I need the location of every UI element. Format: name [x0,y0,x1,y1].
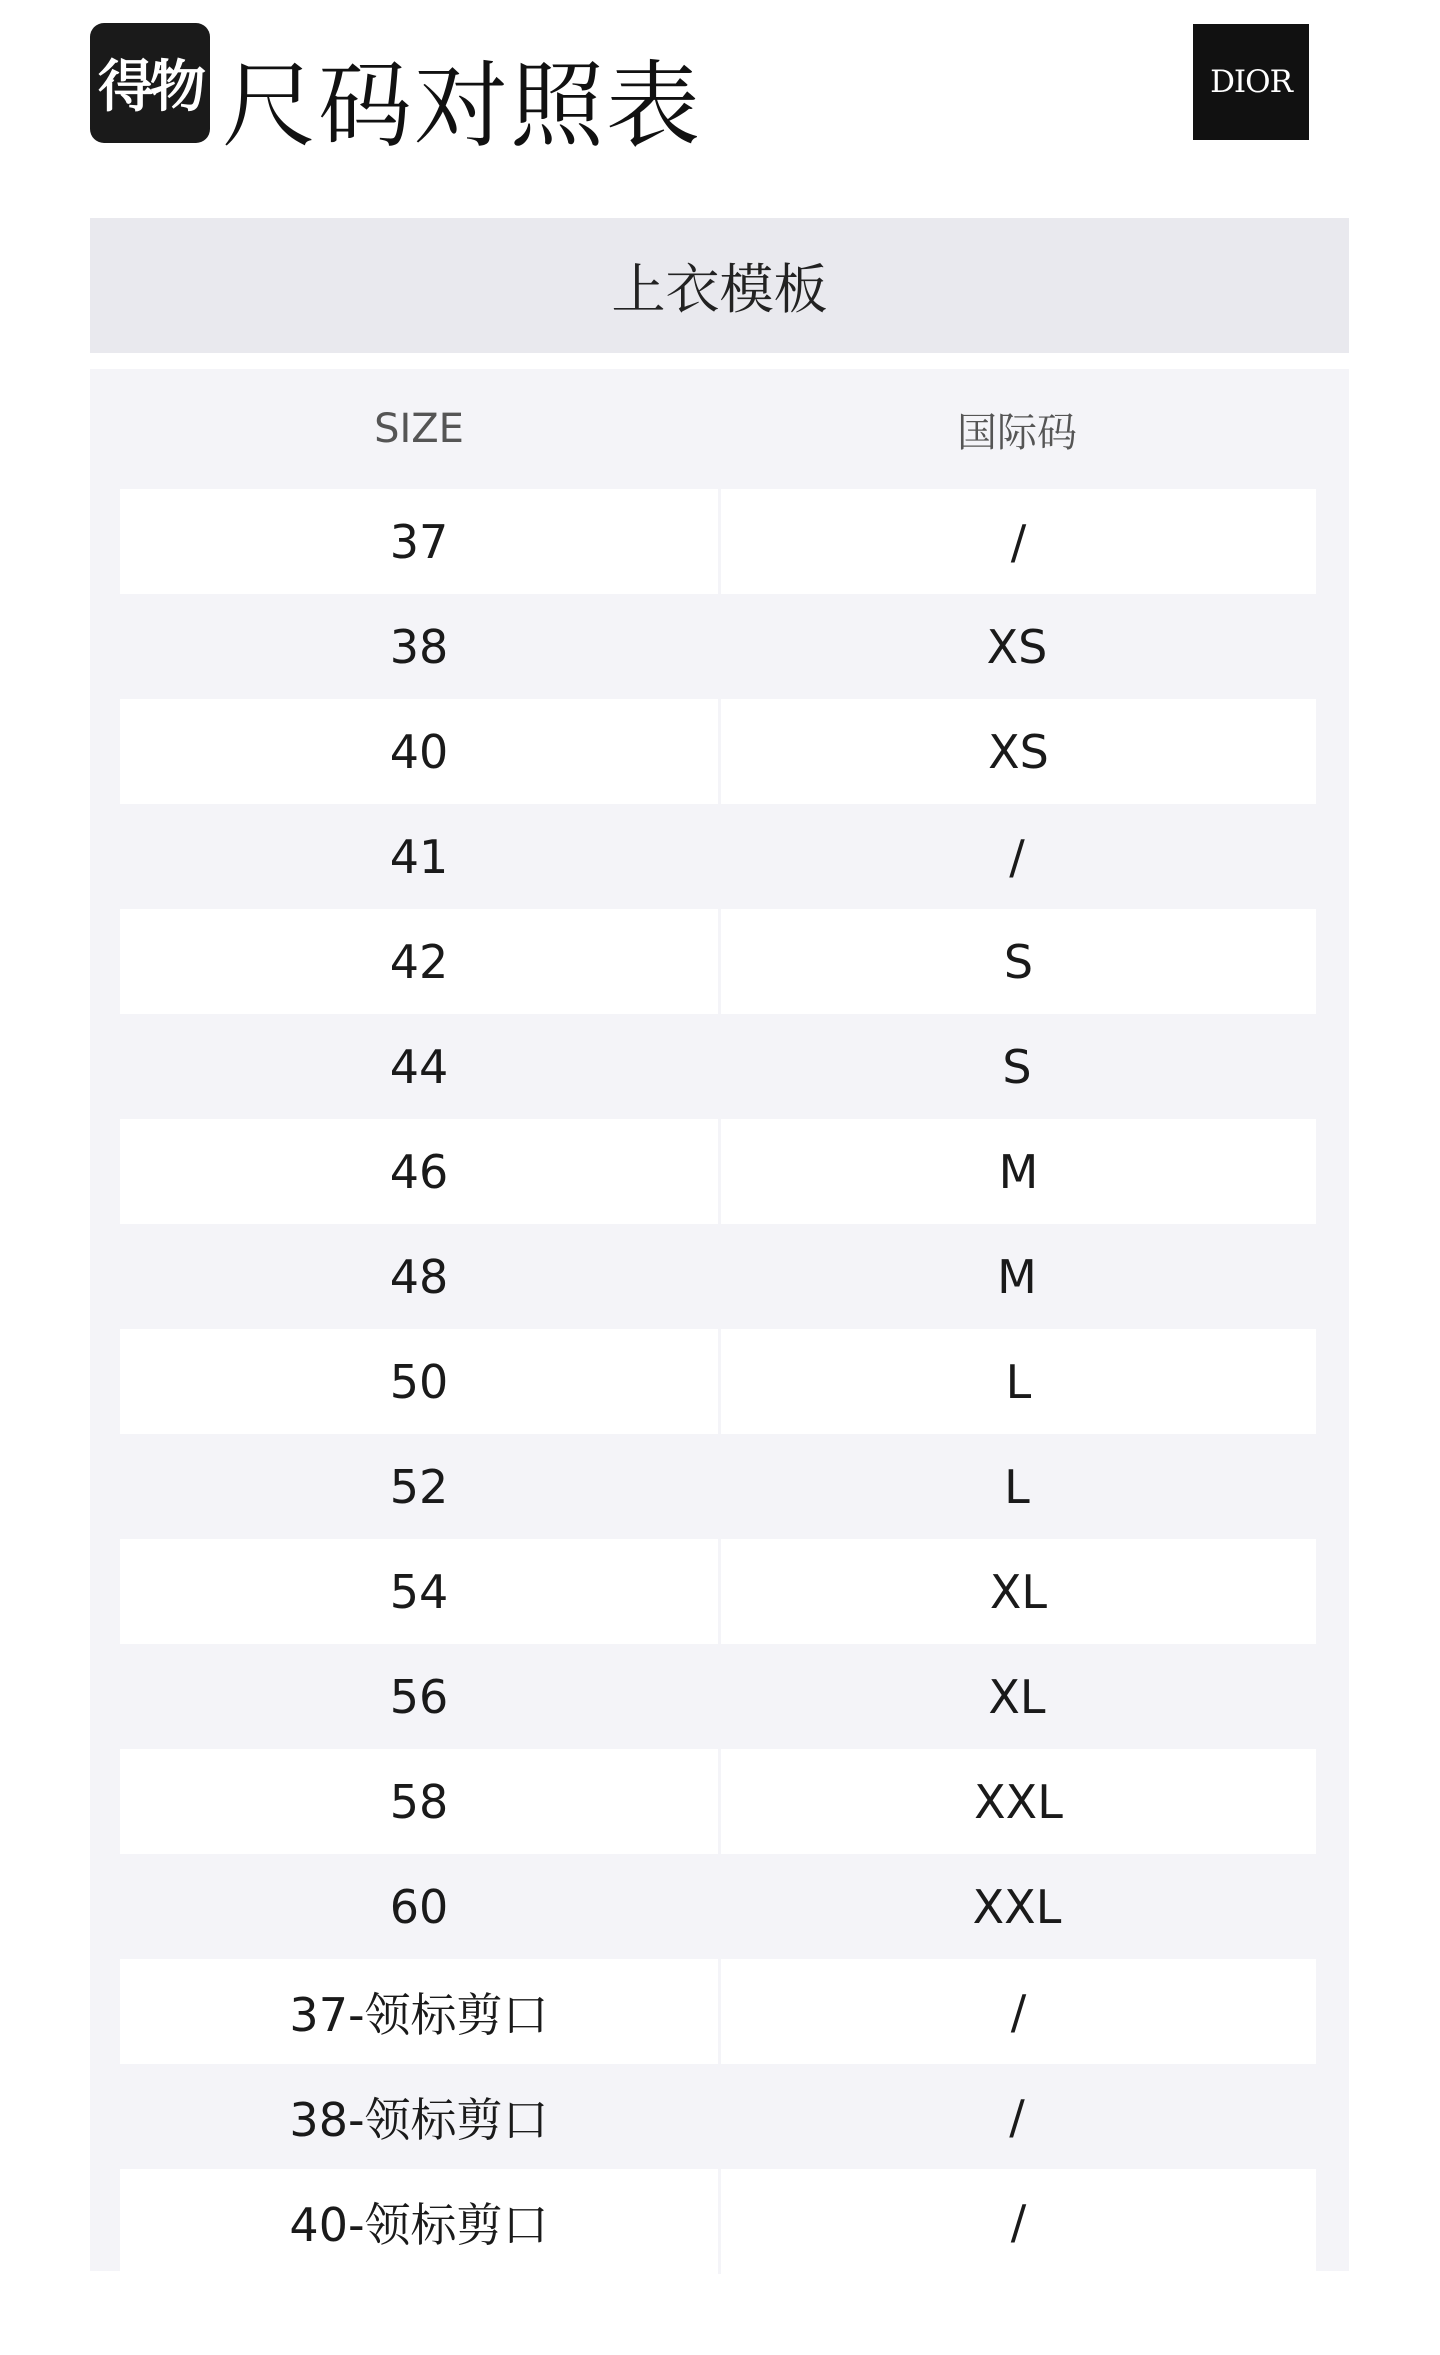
intl-size-cell: L [718,1329,1316,1434]
size-cell: 46 [389,1144,449,1199]
brand-logo-text: DIOR [1210,64,1292,100]
page-title: 尺码对照表 [222,52,703,161]
table-row [120,1119,1316,1224]
intl-size-cell: M [718,1119,1316,1224]
table-header [120,369,1316,489]
size-cell: 48 [389,1249,449,1304]
size-cell: 37 [389,514,449,569]
size-cell: 58 [389,1774,449,1829]
intl-size-cell: XS [718,699,1316,804]
size-table [90,369,1349,2271]
intl-size-cell: XXL [972,1879,1062,1934]
size-cell: 40-领标剪口 [289,2197,549,2252]
intl-size-cell: S [718,909,1316,1014]
intl-size-cell: XL [718,1539,1316,1644]
table-row [120,1434,1316,1539]
intl-size-cell: / [1009,829,1025,884]
size-cell: 40 [389,724,449,779]
column-header-intl: 国际码 [957,409,1077,456]
size-cell: 37-领标剪口 [289,1987,549,2042]
template-title-bar [90,218,1349,353]
brand-logo [1193,24,1309,140]
size-cell: 38 [389,619,449,674]
table-row [120,2064,1316,2169]
table-row [120,1539,1316,1644]
template-title: 上衣模板 [611,258,828,321]
size-cell: 42 [389,934,449,989]
table-row [120,1749,1316,1854]
table-row [120,594,1316,699]
app-logo [90,23,210,143]
size-cell: 56 [389,1669,449,1724]
table-row [120,699,1316,804]
intl-size-cell: S [1002,1039,1032,1094]
table-row [120,909,1316,1014]
intl-size-cell: XL [988,1669,1046,1724]
intl-size-cell: / [718,1959,1316,2064]
app-logo-text: 得物 [98,55,202,120]
table-row [120,489,1316,594]
table-row [120,1854,1316,1959]
table-row [120,804,1316,909]
table-row [120,1224,1316,1329]
table-row [120,1329,1316,1434]
table-row [120,1959,1316,2064]
size-cell: 54 [389,1564,449,1619]
size-cell: 60 [389,1879,449,1934]
table-body [120,489,1316,2274]
size-cell: 41 [389,829,449,884]
size-cell: 38-领标剪口 [289,2092,549,2147]
size-cell: 52 [389,1459,449,1514]
intl-size-cell: L [1004,1459,1030,1514]
intl-size-cell: M [997,1249,1037,1304]
size-cell: 44 [389,1039,449,1094]
intl-size-cell: / [718,489,1316,594]
intl-size-cell: / [718,2169,1316,2274]
size-cell: 50 [389,1354,449,1409]
intl-size-cell: / [1009,2089,1025,2144]
header [0,0,1440,200]
table-row [120,2169,1316,2274]
table-row [120,1014,1316,1119]
table-row [120,1644,1316,1749]
intl-size-cell: XXL [718,1749,1316,1854]
intl-size-cell: XS [986,619,1048,674]
column-header-size: SIZE [374,406,464,452]
